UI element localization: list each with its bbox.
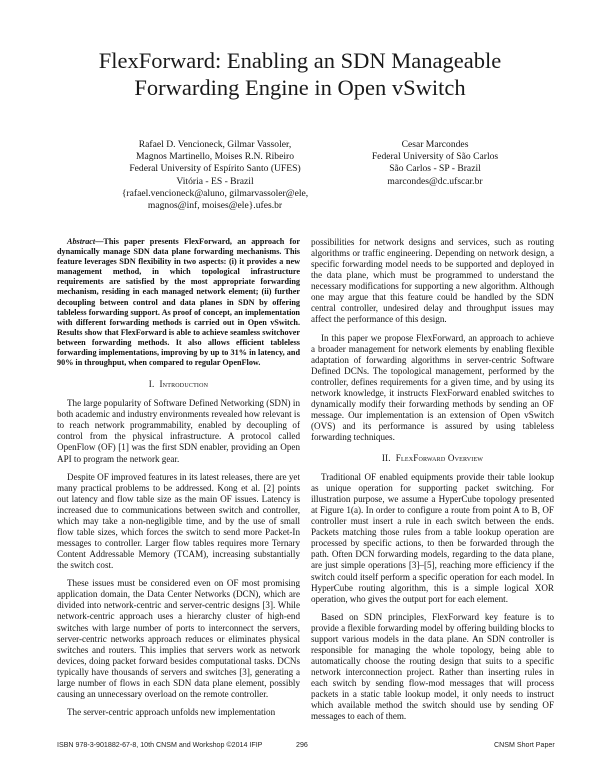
author-block-ufscar — [340, 139, 530, 188]
author-block-ufes — [60, 139, 370, 212]
left-column — [57, 237, 300, 725]
paragraph: The server-centric approach unfolds new implementation — [67, 707, 276, 718]
author-affiliation: Federal University of São Carlos — [371, 151, 499, 163]
footer-page-number: 296 — [296, 741, 308, 749]
abstract-label: Abstract — [67, 237, 96, 246]
paragraph: In this paper we propose FlexForward, an approach to achieve a broader management for network elements by enabling flexible adaptation of forwarding algorithms in server-centric Software Defined DCNs. The topological management, performed by the controller, defines requirements for a given time, and by using its network knowledge, it instructs FlexForward enabled switches to dynamically modify their forwarding methods by sending an OF message. Our implementation is an extension of Open vSwitch (OVS) and its performance is assured by using tableless forwarding techniques. — [311, 332, 554, 442]
author-email-line-2: magnos@inf, moises@ele}.ufes.br — [147, 200, 283, 212]
paragraph: Despite OF improved features in its latest releases, there are yet many practical problems to be addressed. Kong et al. [2] points out latency and flow table size as the main OF issues. Latency is increased due to communications between switch and controller, which may take a non-negligible time, and by the use of small flow table sizes, which forces the switch to send more Packet-In messages to controller. Larger flow tables requires more Ternary Content Addressable Memory (TCAM), increasing substantially the switch cost. — [57, 471, 300, 571]
author-location: São Carlos - SP - Brazil — [389, 163, 481, 175]
paragraph: Based on SDN principles, FlexForward key feature is to provide a flexible forwarding model by offering building blocks to support various models in the data plane. An SDN controller is responsible for managing the whole topology, being able to automatically choose the routing design that suits to a specific network interconnection project. Rather than inserting rules in each switch by sending flow-mod messages that will process packets in a static table lookup model, it only needs to instruct which available method the switch should use by sending OF messages to each of them. — [311, 611, 554, 722]
author-affiliation: Federal University of Espírito Santo (UFES) — [129, 163, 301, 175]
section-title: FlexForward Overview — [395, 453, 484, 464]
author-names-line-2: Magnos Martinello, Moises R.N. Ribeiro — [135, 151, 295, 163]
abstract — [57, 237, 300, 368]
author-location: Vitória - ES - Brazil — [176, 175, 254, 187]
abstract-text: —This paper presents FlexForward, an approach for dynamically manage SDN data plane forwarding mechanisms. This feature leverages SDN flexibility in two aspects: (i) it provides a new management method, in which topological infrastructure requirements are satisfied by the most appropriate forwarding mechanism, residing in each managed network element; (ii) further decoupling between control and data planes in SDN by offering tableless forwarding support. As proof of concept, an implementation with different forwarding methods is carried out in Open vSwitch. Results show that FlexForward is able to achieve seamless switchover between forwarding methods. It also allows efficient tableless forwarding implementations, improving by up to 31% in latency, and 90% in throughput, when compared to regular OpenFlow. — [57, 237, 300, 368]
section-number: I. — [148, 379, 155, 390]
author-names-line-1: Rafael D. Vencioneck, Gilmar Vassoler, — [138, 139, 292, 150]
paper-title — [0, 47, 600, 101]
section-heading-overview — [311, 453, 554, 464]
author-email: marcondes@dc.ufscar.br — [387, 175, 483, 187]
section-number: II. — [381, 453, 391, 464]
paragraph: possibilities for network designs and services, such as routing algorithms or traffic engineering. Depending on network design, a specific forwarding model needs to be supported and deployed in the data plane, which must be programmed to understand the necessary modifications for supporting a new algorithm. Although one may argue that this feature could be handled by the SDN central controller, undesired delay and throughput issues may affect the performance of this design. — [311, 237, 554, 325]
section-title: Introduction — [159, 379, 209, 390]
title-line-2: Forwarding Engine in Open vSwitch — [134, 75, 466, 100]
right-column — [311, 237, 554, 729]
footer-isbn: ISBN 978-3-901882-67-8, 10th CNSM and Workshop ©2014 IFIP — [57, 741, 263, 749]
paragraph: These issues must be considered even on OF most promising application domain, the Data Center Networks (DCN), which are divided into network-centric and server-centric designs [3]. While network-centric approach uses a hierarchy cluster of high-end switches with large number of ports to interconnect the servers, server-centric networks approach reduces or eliminates physical switches and routers. This implies that servers work as network devices, doing packet forward besides computational tasks. DCNs typically have thousands of servers and switches [3], generating a large number of flows in each SDN data plane element, possibly causing an unnecessary overload on the remote controller. — [57, 578, 300, 699]
author-name: Cesar Marcondes — [401, 139, 469, 150]
footer-venue: CNSM Short Paper — [494, 741, 555, 749]
title-line-1: FlexForward: Enabling an SDN Manageable — [98, 48, 502, 73]
paragraph: The large popularity of Software Defined Networking (SDN) in both academic and industry environments revealed how relevant is to reach network programmability, enabled by decoupling of control from the physical infrastructure. A protocol called OpenFlow (OF) [1] was the first SDN enabler, providing an Open API to program the network gear. — [57, 398, 300, 464]
author-email-line-1: {rafael.vencioneck@aluno, gilmarvassoler@ele, — [121, 187, 309, 199]
paragraph: Traditional OF enabled equipments provide their table lookup as unique operation for supporting packet switching. For illustration purpose, we assume a HyperCube topology presented at Figure 1(a). In order to configure a route from point A to B, OF controller must insert a rule in each switch between the ends. Packets matching those rules from a table lookup operation are processed by specific actions, to then be forwarded through the path. Often DCN forwarding models, regarding to the data plane, are just simple operations [3]–[5], reaching more efficiency if the switch could itself perform a specific operation for each model. In HyperCube routing algorithm, this is a simple logical XOR operation, who gives the output port for each element. — [311, 472, 554, 604]
section-heading-introduction — [57, 379, 300, 390]
